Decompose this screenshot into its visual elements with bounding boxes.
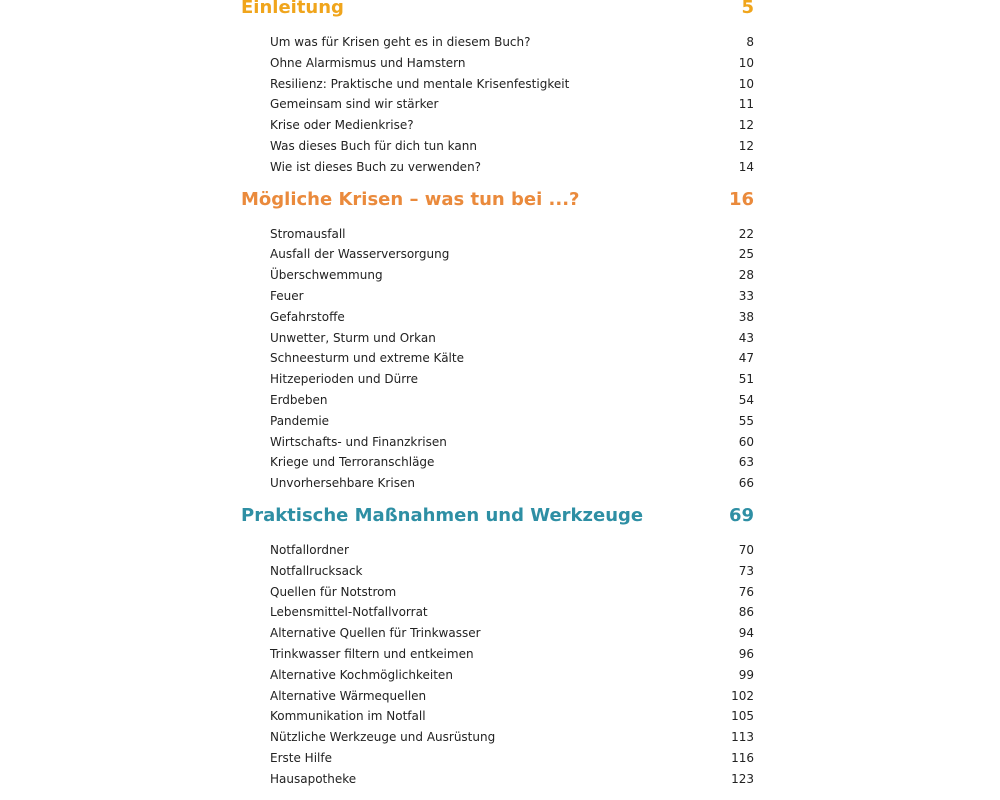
section-page-number: 5 [741,0,754,18]
section-heading[interactable] [241,504,754,528]
entry-label: Hausapotheke [270,771,357,786]
entry-label: Lebensmittel-Notfallvorrat [270,605,428,620]
toc-entry[interactable] [241,644,754,665]
entry-page-number: 55 [738,413,754,428]
entry-page-number: 66 [738,476,754,491]
entry-page-number: 43 [738,330,754,345]
toc-section-praktische-massnahmen [241,504,754,790]
section-heading[interactable] [241,188,754,212]
entry-page-number: 11 [738,97,754,112]
toc-entry[interactable] [241,53,754,74]
entry-page-number: 76 [738,584,754,599]
entry-page-number: 12 [738,118,754,133]
entry-label: Ohne Alarmismus und Hamstern [270,55,466,70]
entry-label: Quellen für Notstrom [270,584,397,599]
toc-entry[interactable] [241,136,754,157]
entry-label: Notfallrucksack [270,563,363,578]
entry-page-number: 25 [738,247,754,262]
entry-page-number: 28 [738,268,754,283]
section-title: Einleitung [241,0,344,18]
toc-entry[interactable] [241,74,754,95]
toc-entry[interactable] [241,769,754,790]
entry-label: Pandemie [270,413,330,428]
section-heading[interactable] [241,0,754,20]
toc-entry[interactable] [241,582,754,603]
entry-label: Alternative Quellen für Trinkwasser [270,626,481,641]
toc-entry[interactable] [241,602,754,623]
toc-entry[interactable] [241,348,754,369]
toc-entry[interactable] [241,157,754,178]
entry-label: Unvorhersehbare Krisen [270,476,415,491]
section-page-number: 69 [728,504,754,526]
entry-label: Nützliche Werkzeuge und Ausrüstung [270,730,496,745]
entry-label: Was dieses Buch für dich tun kann [270,138,477,153]
entry-page-number: 123 [731,771,754,786]
toc-entry[interactable] [241,32,754,53]
entry-page-number: 33 [738,288,754,303]
entry-page-number: 99 [738,667,754,682]
toc-entry[interactable] [241,115,754,136]
entry-label: Krise oder Medienkrise? [270,118,414,133]
toc-entry[interactable] [241,328,754,349]
entry-label: Trinkwasser filtern und entkeimen [270,646,474,661]
toc-entry[interactable] [241,686,754,707]
toc-entry[interactable] [241,665,754,686]
entry-label: Um was für Krisen geht es in diesem Buch? [270,35,531,49]
toc-entry[interactable] [241,473,754,494]
toc-entry[interactable] [241,748,754,769]
toc-entry[interactable] [241,411,754,432]
toc-entry[interactable] [241,540,754,561]
entry-page-number: 47 [738,351,754,366]
toc-entry[interactable] [241,432,754,453]
entry-page-number: 60 [738,434,754,449]
toc-entry[interactable] [241,623,754,644]
toc-section-moegliche-krisen [241,188,754,494]
toc-section-einleitung [241,0,754,178]
entry-page-number: 86 [738,605,754,620]
toc-entry[interactable] [241,561,754,582]
entry-label: Gemeinsam sind wir stärker [270,97,439,112]
toc-entry[interactable] [241,307,754,328]
entry-label: Notfallordner [270,542,349,557]
toc-entry[interactable] [241,244,754,265]
entry-page-number: 102 [731,688,754,703]
toc-entry[interactable] [241,452,754,473]
section-title: Mögliche Krisen – was tun bei ...? [241,188,580,210]
entry-page-number: 51 [738,372,754,387]
entry-page-number: 22 [738,226,754,241]
entry-page-number: 10 [738,55,754,70]
toc-entry[interactable] [241,286,754,307]
toc-entry[interactable] [241,224,754,245]
table-of-contents [241,0,754,800]
entry-page-number: 116 [731,750,754,765]
entry-label: Feuer [270,288,304,303]
entry-page-number: 54 [738,392,754,407]
entry-label: Schneesturm und extreme Kälte [270,351,464,366]
toc-entry[interactable] [241,369,754,390]
entry-page-number: 73 [738,563,754,578]
entry-page-number: 94 [738,626,754,641]
entry-label: Alternative Wärmequellen [270,688,427,703]
entry-page-number: 113 [731,730,754,745]
entry-page-number: 38 [738,309,754,324]
entry-list [241,540,754,790]
entry-page-number: 8 [746,35,754,49]
toc-entry[interactable] [241,706,754,727]
entry-label: Hitzeperioden und Dürre [270,372,419,387]
entry-label: Wie ist dieses Buch zu verwenden? [270,159,482,174]
entry-page-number: 12 [738,138,754,153]
toc-entry[interactable] [241,727,754,748]
entry-page-number: 105 [731,709,754,724]
entry-label: Ausfall der Wasserversorgung [270,247,450,262]
entry-page-number: 63 [738,455,754,470]
section-title: Praktische Maßnahmen und Werkzeuge [241,504,644,526]
toc-entry[interactable] [241,390,754,411]
entry-label: Erste Hilfe [270,750,332,765]
entry-list [241,224,754,494]
entry-list [241,32,754,178]
entry-label: Kriege und Terroranschläge [270,455,435,470]
entry-label: Wirtschafts- und Finanzkrisen [270,434,447,449]
toc-entry[interactable] [241,265,754,286]
entry-label: Stromausfall [270,226,346,241]
entry-page-number: 96 [738,646,754,661]
section-page-number: 16 [728,188,754,210]
entry-label: Alternative Kochmöglichkeiten [270,667,453,682]
entry-label: Resilienz: Praktische und mentale Krisenfestigkeit [270,76,570,91]
entry-label: Kommunikation im Notfall [270,709,426,724]
entry-label: Erdbeben [270,392,328,407]
entry-label: Überschwemmung [270,268,383,283]
toc-entry[interactable] [241,94,754,115]
entry-page-number: 10 [738,76,754,91]
entry-label: Gefahrstoffe [270,309,345,324]
entry-page-number: 70 [738,542,754,557]
entry-page-number: 14 [738,159,754,174]
entry-label: Unwetter, Sturm und Orkan [270,330,436,345]
